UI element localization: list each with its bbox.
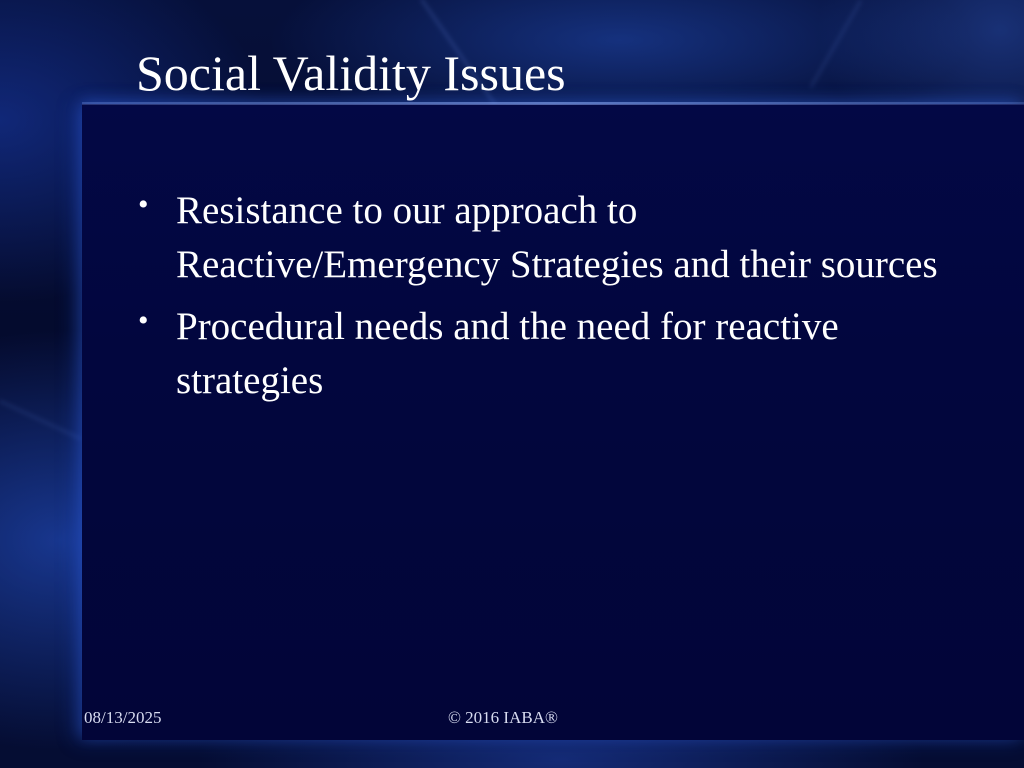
background-light-streak bbox=[0, 400, 82, 440]
bullet-item bbox=[136, 184, 966, 292]
slide-title: Social Validity Issues bbox=[136, 45, 566, 101]
background-light-streak bbox=[810, 0, 862, 88]
footer-date: 08/13/2025 bbox=[84, 708, 162, 727]
title-divider bbox=[82, 102, 1024, 105]
bullet-text: Procedural needs and the need for reactive strategies bbox=[176, 305, 839, 402]
bullet-marker: • bbox=[138, 304, 149, 337]
bullet-list bbox=[136, 184, 966, 416]
bullet-marker: • bbox=[138, 188, 149, 221]
bullet-item bbox=[136, 300, 966, 408]
footer-copyright: © 2016 IABA® bbox=[448, 708, 558, 727]
bullet-text: Resistance to our approach to Reactive/Emergency Strategies and their sources bbox=[176, 189, 938, 286]
